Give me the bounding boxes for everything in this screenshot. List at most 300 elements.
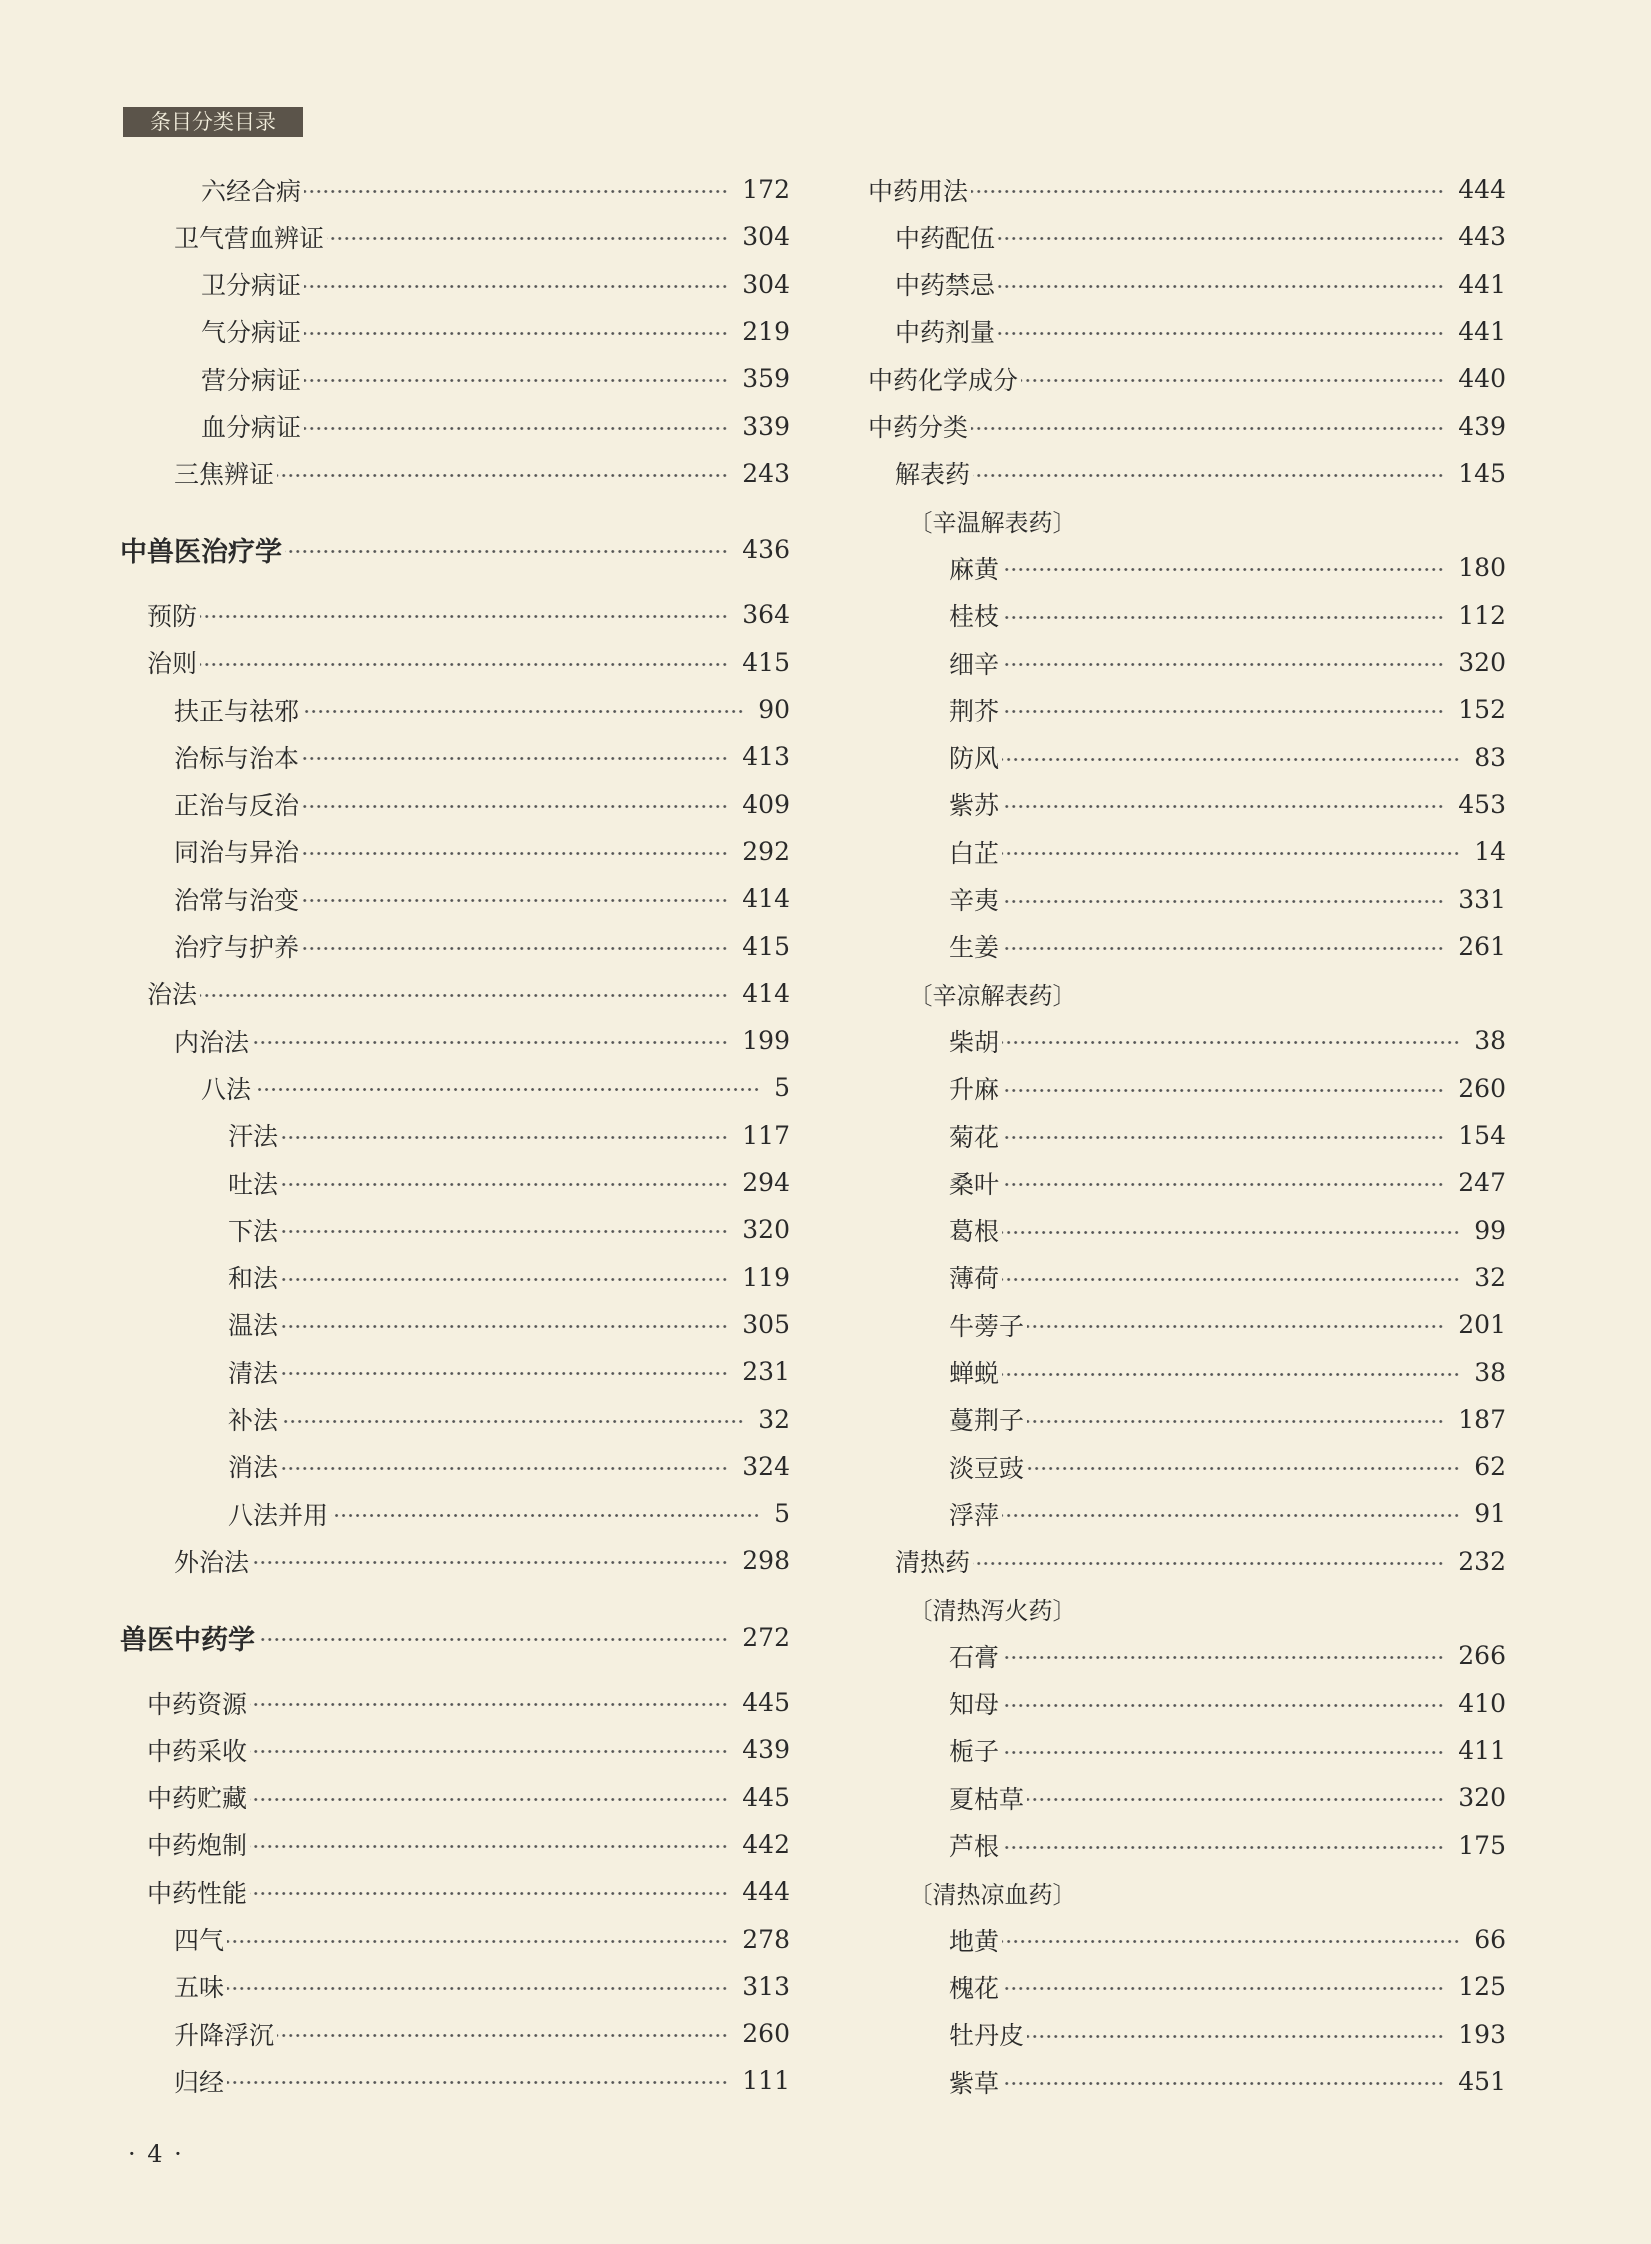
toc-entry-title: 预防 [147,601,198,631]
toc-entry [120,1774,790,1821]
dot-leader [200,662,728,667]
toc-entry-page: 125 [1458,1972,1506,2002]
dot-leader [998,331,1444,336]
toc-entry [120,450,790,497]
dot-leader [302,804,728,809]
running-header: 条目分类目录 [123,107,303,137]
toc-entry [868,1490,1506,1537]
dot-leader [1002,1135,1444,1140]
toc-category-label [868,1869,1506,1916]
toc-entry-title: 解表药 [895,460,971,490]
toc-entry-title: 荆芥 [949,696,1000,726]
toc-entry-title: 卫气营血辨证 [174,223,325,253]
toc-entry-title: 中药化学成分 [868,365,1019,395]
toc-entry [868,1443,1506,1490]
toc-entry-title: 白芷 [949,838,1000,868]
dot-leader [1002,1372,1460,1377]
dot-leader [252,1560,728,1565]
toc-entry-page: 62 [1474,1452,1506,1482]
toc-entry [868,1112,1506,1159]
toc-entry-title: 三焦辨证 [174,460,275,490]
toc-entry-title: 紫草 [949,2068,1000,2098]
toc-entry-page: 145 [1458,458,1506,488]
toc-entry-page: 278 [742,1924,790,1954]
toc-entry-title: 辛夷 [949,886,1000,915]
toc-entry-title: 正治与反治 [174,791,300,821]
toc-entry-page: 154 [1458,1121,1506,1150]
dot-leader [302,946,728,951]
toc-entry-page: 331 [1458,884,1506,914]
dot-leader [1027,1797,1444,1802]
toc-entry-page: 32 [758,1404,790,1434]
toc-entry-title: 淡豆豉 [949,1453,1025,1483]
toc-entry [120,1254,790,1301]
toc-entry-page: 294 [742,1168,790,1197]
toc-entry-title: 石膏 [949,1642,1000,1672]
dot-leader [1002,1703,1444,1708]
toc-entry [120,1963,790,2010]
toc-entry-title: 麻黄 [949,554,1000,584]
toc-entry-page: 199 [742,1026,790,1056]
dot-leader [281,1135,728,1140]
toc-entry-title: 中药配伍 [895,223,996,253]
toc-entry [868,261,1506,308]
toc-entry-title: 内治法 [174,1027,250,1057]
dot-leader [1002,1513,1460,1518]
dot-leader [227,2080,728,2085]
toc-entry-page: 414 [742,884,790,914]
toc-entry-page: 91 [1474,1499,1506,1529]
toc-entry-title: 中药资源 [147,1689,248,1719]
dot-leader [227,1939,728,1944]
dot-leader [304,331,728,336]
toc-entry-title: 栀子 [949,1737,1000,1767]
toc-entry-page: 193 [1458,2019,1506,2049]
toc-entry [868,308,1506,355]
dot-leader [1002,1040,1460,1045]
toc-entry [868,1396,1506,1443]
dot-leader [250,1844,728,1849]
dot-leader [258,1637,728,1642]
toc-entry [120,591,790,638]
toc-entry-page: 111 [742,2066,790,2096]
toc-entry-title: 下法 [228,1216,279,1246]
dot-leader [277,473,728,478]
toc-entry [868,1680,1506,1727]
toc-entry-page: 439 [742,1735,790,1765]
toc-entry [868,213,1506,260]
toc-entry [120,781,790,828]
toc-entry-page: 439 [1458,411,1506,441]
toc-entry-page: 415 [742,647,790,677]
toc-entry-page: 247 [1458,1168,1506,1198]
toc-entry [120,1679,790,1726]
dot-leader [1027,1324,1444,1329]
dot-leader [1002,1750,1444,1755]
toc-entry [120,1159,790,1206]
toc-entry [868,544,1506,591]
toc-entry-title: 外治法 [174,1547,250,1577]
toc-entry-page: 298 [742,1546,790,1576]
toc-entry-page: 219 [742,316,790,346]
toc-entry-title: 生姜 [949,933,1000,963]
toc-entry-title: 〔清热泻火药〕 [908,1597,1077,1625]
toc-entry-page: 444 [1458,175,1506,204]
toc-entry-title: 和法 [228,1264,279,1294]
toc-entry-title: 牡丹皮 [949,2021,1025,2051]
toc-entry-title: 〔辛凉解表药〕 [908,982,1077,1011]
toc-entry [868,592,1506,639]
toc-entry-page: 232 [1458,1546,1506,1576]
toc-entry-page: 180 [1458,553,1506,583]
dot-leader [250,1891,728,1896]
dot-leader [998,236,1444,241]
page-number: · 4 · [128,2140,184,2168]
toc-entry-page: 320 [1458,1783,1506,1813]
toc-entry-title: 槐花 [949,1973,1000,2003]
toc-entry-page: 443 [1458,222,1506,252]
toc-entry-title: 地黄 [949,1926,1000,1956]
dot-leader [1002,1230,1460,1235]
dot-leader [1002,1277,1460,1282]
toc-entry [120,1868,790,1915]
dot-leader [1002,757,1460,762]
toc-section-heading [120,526,790,573]
toc-entry-page: 445 [742,1782,790,1812]
toc-entry [120,1112,790,1159]
toc-entry [120,1348,790,1395]
toc-entry [120,686,790,733]
toc-entry [120,1301,790,1348]
toc-entry-title: 中药分类 [868,413,969,442]
toc-entry [120,403,790,450]
toc-entry-page: 266 [1458,1641,1506,1671]
toc-entry-page: 292 [742,836,790,866]
dot-leader [331,1513,760,1518]
toc-entry [868,734,1506,781]
toc-entry-page: 409 [742,789,790,819]
toc-entry [868,1017,1506,1064]
toc-entry-title: 细辛 [949,649,1000,679]
toc-entry [120,923,790,970]
toc-entry-title: 六经合病 [201,176,302,206]
toc-entry-page: 32 [1474,1262,1506,1292]
toc-entry-page: 5 [774,1073,790,1103]
dot-leader [281,1324,728,1329]
toc-entry-title: 中药禁忌 [895,271,996,301]
toc-entry-title: 吐法 [228,1169,279,1199]
toc-entry-page: 320 [742,1215,790,1245]
toc-entry-title: 清热药 [895,1548,971,1578]
toc-entry [868,876,1506,923]
dot-leader [254,1087,760,1092]
toc-entry-title: 防风 [949,744,1000,774]
toc-category-label [868,970,1506,1017]
toc-entry [868,1538,1506,1585]
toc-entry-title: 中药剂量 [895,318,996,348]
toc-entry-title: 〔辛温解表药〕 [908,509,1077,538]
toc-entry [120,2057,790,2104]
toc-entry-page: 415 [742,931,790,961]
toc-entry [120,261,790,308]
toc-section-heading [120,1614,790,1661]
toc-entry-title: 桂枝 [949,602,1000,632]
dot-leader [304,284,728,289]
toc-entry-title: 中药采收 [147,1736,248,1766]
toc-entry [868,1207,1506,1254]
toc-entry-page: 152 [1458,695,1506,725]
toc-entry [868,828,1506,875]
toc-entry [120,733,790,780]
toc-entry-title: 八法 [201,1074,252,1104]
toc-entry-page: 414 [742,978,790,1008]
toc-entry-page: 320 [1458,648,1506,677]
toc-entry-title: 〔清热凉血药〕 [908,1880,1077,1909]
dot-leader [302,898,728,903]
dot-leader [1002,1986,1444,1991]
toc-entry-page: 453 [1458,789,1506,819]
toc-entry-page: 364 [742,600,790,630]
toc-entry-page: 112 [1458,600,1506,630]
toc-entry [120,639,790,686]
toc-entry-page: 442 [742,1829,790,1859]
dot-leader [1002,1088,1444,1093]
toc-entry [868,166,1506,213]
toc-entry-page: 410 [1458,1688,1506,1718]
toc-entry-title: 气分病证 [201,318,302,348]
toc-entry-page: 436 [742,535,790,565]
dot-leader [1002,1845,1444,1850]
toc-entry-page: 175 [1458,1830,1506,1860]
dot-leader [1002,1939,1460,1944]
toc-entry [120,213,790,260]
toc-entry [120,970,790,1017]
toc-entry-title: 蔓荆子 [949,1406,1025,1436]
toc-entry-page: 413 [742,742,790,772]
toc-entry-page: 243 [742,458,790,488]
dot-leader [1027,2034,1444,2039]
toc-entry [868,1822,1506,1869]
toc-entry-page: 14 [1474,837,1506,867]
dot-leader [998,284,1444,289]
toc-entry-title: 夏枯草 [949,1784,1025,1814]
toc-entry [868,1727,1506,1774]
toc-entry-page: 90 [758,695,790,724]
toc-entry-title: 同治与异治 [174,838,300,868]
toc-entry-title: 营分病证 [201,365,302,395]
toc-entry-title: 归经 [174,2067,225,2097]
dot-leader [281,1371,728,1376]
dot-leader [200,614,728,619]
toc-entry-page: 324 [742,1451,790,1481]
dot-leader [302,756,728,761]
toc-entry-title: 升麻 [949,1075,1000,1105]
toc-entry-page: 172 [742,175,790,204]
toc-entry-page: 187 [1458,1404,1506,1434]
dot-leader [1027,1419,1444,1424]
toc-entry-page: 261 [1458,931,1506,961]
toc-entry [120,828,790,875]
dot-leader [302,709,744,714]
toc-entry-page: 359 [742,364,790,394]
toc-entry [868,1963,1506,2010]
toc-entry [120,1537,790,1584]
toc-entry [120,1821,790,1868]
dot-leader [973,473,1444,478]
dot-leader [973,1561,1444,1566]
toc-entry-page: 305 [742,1309,790,1339]
toc-entry [120,875,790,922]
toc-entry [868,1159,1506,1206]
dot-leader [1002,1182,1444,1187]
toc-entry [120,2010,790,2057]
toc-entry-title: 五味 [174,1973,225,2003]
toc-entry [868,639,1506,686]
toc-entry [120,1490,790,1537]
toc-entry [120,1017,790,1064]
toc-entry-page: 38 [1474,1357,1506,1387]
toc-entry-page: 440 [1458,364,1506,394]
toc-entry-title: 浮萍 [949,1500,1000,1530]
dot-leader [227,1986,728,1991]
toc-entry [868,1065,1506,1112]
toc-entry [868,403,1506,450]
toc-entry-title: 四气 [174,1926,225,1955]
toc-entry [120,1443,790,1490]
toc-entry-page: 304 [742,269,790,299]
toc-entry [868,450,1506,497]
toc-entry-page: 66 [1474,1925,1506,1955]
toc-entry-title: 柴胡 [949,1027,1000,1057]
dot-leader [1002,662,1444,667]
dot-leader [1002,804,1444,809]
toc-entry-title: 菊花 [949,1122,1000,1152]
dot-leader [281,1277,728,1282]
toc-entry-title: 温法 [228,1311,279,1341]
toc-entry-title: 葛根 [949,1217,1000,1247]
toc-entry [868,355,1506,402]
toc-entry-title: 治则 [147,649,198,679]
dot-leader [252,1040,728,1045]
toc-entry-page: 119 [742,1262,790,1292]
toc-entry-page: 83 [1474,742,1506,772]
toc-entry-title: 治疗与护养 [174,933,300,962]
toc-entry [120,1726,790,1773]
toc-entry-page: 38 [1474,1026,1506,1056]
toc-entry-title: 紫苏 [949,791,1000,821]
toc-entry-page: 444 [742,1877,790,1907]
dot-leader [971,189,1444,194]
dot-leader [281,1229,728,1234]
dot-leader [327,236,728,241]
toc-entry-title: 消法 [228,1453,279,1483]
toc-entry-title: 芦根 [949,1832,1000,1861]
toc-entry-title: 八法并用 [228,1500,329,1530]
toc-entry [868,923,1506,970]
toc-entry-title: 薄荷 [949,1264,1000,1294]
toc-entry-title: 升降浮沉 [174,2020,275,2050]
toc-entry-title: 清法 [228,1358,279,1388]
dot-leader [281,1419,744,1424]
dot-leader [1002,615,1444,620]
dot-leader [200,993,728,998]
toc-entry-title: 中药性能 [147,1878,248,1908]
toc-entry-title: 中药贮藏 [147,1784,248,1814]
toc-entry-page: 201 [1458,1310,1506,1340]
toc-entry-title: 中药炮制 [147,1831,248,1861]
dot-leader [1002,899,1444,904]
toc-entry-page: 445 [742,1688,790,1717]
toc-entry [120,1916,790,1963]
toc-entry-page: 313 [742,1971,790,2001]
toc-entry [868,1916,1506,1963]
toc-entry-page: 99 [1474,1215,1506,1245]
toc-entry [120,1396,790,1443]
toc-entry [120,355,790,402]
toc-entry-title: 治标与治本 [174,743,300,773]
toc-entry-page: 260 [742,2019,790,2049]
toc-category-label [868,1585,1506,1632]
toc-entry [868,686,1506,733]
dot-leader [1002,2081,1444,2086]
toc-entry-page: 411 [1458,1735,1506,1765]
toc-entry [868,1301,1506,1348]
toc-entry-title: 血分病证 [201,413,302,442]
toc-entry-title: 蝉蜕 [949,1359,1000,1388]
dot-leader [250,1797,728,1802]
toc-entry [868,1632,1506,1679]
dot-leader [250,1749,728,1754]
dot-leader [277,2033,728,2038]
toc-entry [120,1064,790,1111]
toc-entry-title: 卫分病证 [201,271,302,301]
toc-entry-title: 补法 [228,1406,279,1435]
toc-entry-title: 知母 [949,1690,1000,1720]
dot-leader [250,1702,728,1707]
toc-entry-title: 汗法 [228,1122,279,1152]
toc-entry-page: 272 [742,1622,790,1652]
toc-entry-page: 339 [742,411,790,441]
toc-entry [868,781,1506,828]
toc-entry-page: 441 [1458,269,1506,299]
toc-entry [868,1254,1506,1301]
toc-entry-page: 231 [742,1357,790,1387]
toc-entry-page: 451 [1458,2067,1506,2096]
dot-leader [302,851,728,856]
toc-entry-page: 441 [1458,316,1506,346]
toc-entry-title: 桑叶 [949,1169,1000,1199]
dot-leader [1002,1655,1444,1660]
toc-entry-title: 治法 [147,980,198,1010]
dot-leader [1002,567,1444,572]
dot-leader [1027,1466,1460,1471]
dot-leader [304,189,728,194]
toc-entry [120,308,790,355]
toc-entry-page: 304 [742,222,790,252]
dot-leader [304,378,728,383]
toc-entry [868,1774,1506,1821]
dot-leader [304,426,728,431]
dot-leader [971,426,1444,431]
toc-entry-title: 扶正与祛邪 [174,696,300,726]
toc-entry-page: 117 [742,1120,790,1150]
dot-leader [1021,378,1444,383]
toc-entry [868,2011,1506,2058]
toc-entry-title: 牛蒡子 [949,1311,1025,1341]
toc-entry [120,166,790,213]
toc-entry [120,1206,790,1253]
toc-entry-title: 兽医中药学 [120,1624,255,1656]
